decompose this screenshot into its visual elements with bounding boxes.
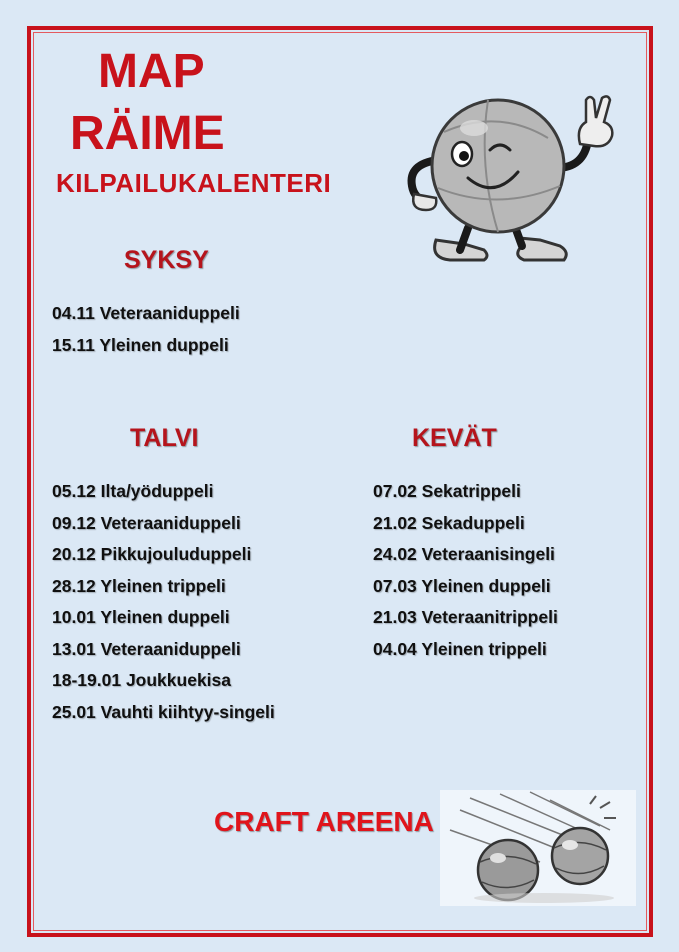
event-item: 07.03 Yleinen duppeli <box>373 575 551 596</box>
syksy-event-list <box>52 298 240 361</box>
title-line-2: RÄIME <box>70 107 225 160</box>
section-heading-syksy: SYKSY <box>124 246 209 274</box>
event-item: 04.04 Yleinen trippeli <box>373 638 547 659</box>
event-item: 25.01 Vauhti kiihtyy-singeli <box>52 701 275 722</box>
event-item: 10.01 Yleinen duppeli <box>52 607 230 627</box>
venue-name: CRAFT AREENA <box>214 806 434 837</box>
subtitle: KILPAILUKALENTERI <box>56 168 332 198</box>
event-item: 21.02 Sekaduppeli <box>373 512 525 533</box>
event-item: 07.02 Sekatrippeli <box>373 481 521 501</box>
event-item: 18-19.01 Joukkuekisa <box>52 670 232 690</box>
event-item: 28.12 Yleinen trippeli <box>52 575 226 596</box>
title-line-1: MAP <box>98 45 205 98</box>
event-item: 04.11 Veteraaniduppeli <box>52 303 240 323</box>
petanque-balls-icon <box>440 790 636 906</box>
kevat-event-list <box>373 476 558 665</box>
petanque-ball-mascot-icon <box>398 88 624 272</box>
talvi-event-list <box>52 476 275 728</box>
event-item: 13.01 Veteraaniduppeli <box>52 638 241 659</box>
event-item: 24.02 Veteraanisingeli <box>373 544 555 564</box>
section-heading-talvi: TALVI <box>130 424 199 452</box>
event-item: 20.12 Pikkujouluduppeli <box>52 544 252 564</box>
section-heading-kevat: KEVÄT <box>412 424 497 452</box>
event-item: 21.03 Veteraanitrippeli <box>373 607 558 627</box>
event-item: 15.11 Yleinen duppeli <box>52 334 229 355</box>
event-item: 09.12 Veteraaniduppeli <box>52 512 241 533</box>
event-item: 05.12 Ilta/yöduppeli <box>52 481 214 501</box>
